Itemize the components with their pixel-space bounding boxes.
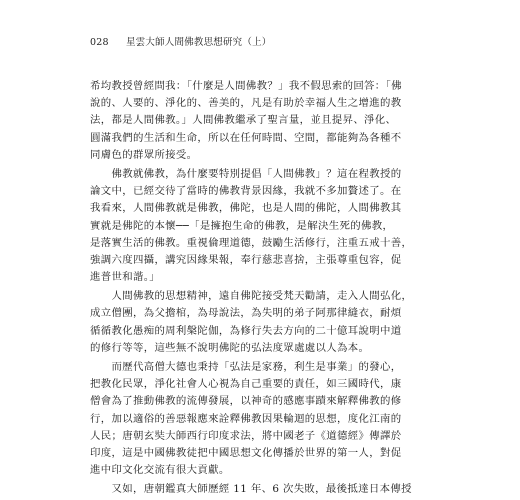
text-line: 成立僧團，為父擔棺，為母說法，為失明的弟子阿那律縫衣，耐煩 xyxy=(90,307,402,320)
paragraph xyxy=(90,359,435,479)
text-line: 的修行等等，這些無不說明佛陀的弘法度眾處處以人為本。 xyxy=(90,341,370,354)
paragraph xyxy=(90,288,435,357)
text-line: 進普世和諧。」 xyxy=(90,271,160,284)
text-line: 又如，唐朝鑑真大師歷經 11 年、6 次失敗，最後抵達日本傳授 xyxy=(90,483,412,496)
paragraph xyxy=(90,166,435,286)
text-line: 循循教化愚痴的周利槃陀伽，為修行失去方向的二十億耳說明中道 xyxy=(90,324,402,337)
text-line: 強調六度四攝，講究因緣果報，奉行慈悲喜捨，主張尊重包容，促 xyxy=(90,253,402,266)
text-line: 人間佛教的思想精神，遠自佛陀接受梵天勸請，走入人間弘化， xyxy=(90,290,413,303)
text-line: 法，都是人間佛教。」人間佛教繼承了聖言量，並且提昇、淨化、 xyxy=(90,114,397,127)
book-title: 星雲大師人間佛教思想研究（上） xyxy=(125,37,272,48)
text-line: 人民；唐朝玄奘大師西行印度求法，將中國老子《道德經》傳譯於 xyxy=(90,429,402,442)
page-number: 028 xyxy=(90,37,109,48)
text-line: 把教化民眾，淨化社會人心視為自己重要的責任，如三國時代，康 xyxy=(90,378,402,391)
running-header xyxy=(90,34,271,48)
text-line: 說的、人要的、淨化的、善美的，凡是有助於幸福人生之增進的教 xyxy=(90,97,402,110)
text-line: 印度，這是中國佛教徒把中國思想文化傳播於世界的第一人，對促 xyxy=(90,446,402,459)
text-line: 圓滿我們的生活和生命，所以在任何時間、空間，都能夠為各種不 xyxy=(90,131,402,144)
text-line: 僧會為了推動佛教的流傳發展，以神奇的感應事蹟來解釋佛教的修 xyxy=(90,395,402,408)
paragraph xyxy=(90,481,435,498)
body-text xyxy=(90,78,435,499)
text-line: 我看來，人間佛教就是佛教，佛陀，也是人間的佛陀，人間佛教其 xyxy=(90,202,402,215)
text-line: 而歷代高僧大德也秉持「弘法是家務，利生是事業」的發心， xyxy=(90,361,402,373)
text-line: 進中印文化交流有很大貢獻。 xyxy=(90,464,230,477)
text-line: 實就是佛陀的本懷──「是擁抱生命的佛教，是解決生死的佛教， xyxy=(90,219,394,232)
text-line: 論文中，已經交待了當時的佛教背景因緣，我就不多加贅述了。在 xyxy=(90,185,402,198)
paragraph xyxy=(90,78,435,164)
text-line: 同膚色的群眾所接受。 xyxy=(90,148,198,161)
text-line: 佛教就佛教，為什麼要特別提倡「人間佛教」？這在程教授的 xyxy=(90,167,402,180)
text-line: 行，加以適俗的善惡報應來詮釋佛教因果輪迴的思想，度化江南的 xyxy=(90,412,402,425)
text-line: 希均教授曾經問我：「什麼是人間佛教？」我不假思索的回答：「佛 xyxy=(90,80,402,92)
text-line: 是落實生活的佛教。重視倫理道德，鼓勵生活修行，注重五戒十善， xyxy=(90,236,413,249)
